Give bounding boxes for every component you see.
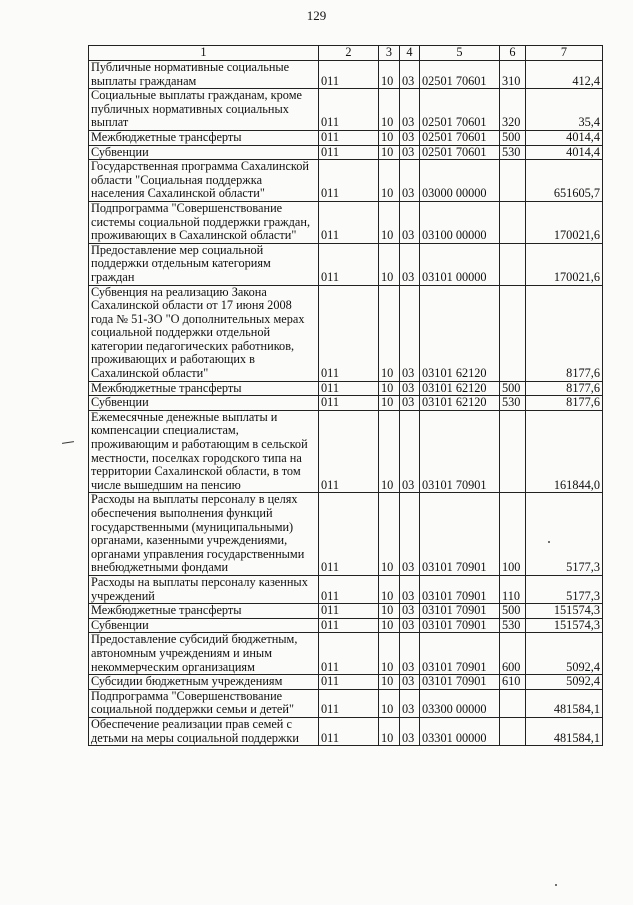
row-expense-type-cell: 530 — [500, 396, 526, 411]
row-subsection-cell: 03 — [400, 604, 420, 619]
header-cell-6: 6 — [500, 46, 526, 61]
row-section-cell: 10 — [379, 575, 400, 603]
row-subsection-cell: 03 — [400, 633, 420, 675]
row-target-article-cell: 02501 70601 — [420, 89, 500, 131]
row-amount-cell: 151574,3 — [526, 604, 603, 619]
row-amount-cell: 4014,4 — [526, 130, 603, 145]
row-amount-cell: 8177,6 — [526, 285, 603, 381]
row-section-cell: 10 — [379, 243, 400, 285]
row-admin-code-cell: 011 — [319, 130, 379, 145]
row-name-cell: Ежемесячные денежные выплаты и компенсации специалистам, проживающим и работающим в сельской местности, поселках городского типа на территории Сахалинской области, в том числе вышедшим на пенсию — [89, 410, 319, 493]
row-expense-type-cell: 100 — [500, 493, 526, 576]
row-name-cell: Предоставление мер социальной поддержки отдельным категориям граждан — [89, 243, 319, 285]
row-subsection-cell: 03 — [400, 381, 420, 396]
row-amount-cell: 5177,3 — [526, 493, 603, 576]
row-section-cell: 10 — [379, 160, 400, 202]
row-section-cell: 10 — [379, 285, 400, 381]
table-row — [89, 145, 603, 160]
row-admin-code-cell: 011 — [319, 493, 379, 576]
budget-table — [88, 45, 603, 746]
table-row — [89, 618, 603, 633]
row-admin-code-cell: 011 — [319, 717, 379, 745]
margin-pen-mark — [62, 441, 74, 444]
row-name-cell: Субвенции — [89, 618, 319, 633]
table-row — [89, 201, 603, 243]
row-subsection-cell: 03 — [400, 575, 420, 603]
row-admin-code-cell: 011 — [319, 689, 379, 717]
row-subsection-cell: 03 — [400, 675, 420, 690]
row-expense-type-cell — [500, 410, 526, 493]
row-amount-cell: 8177,6 — [526, 381, 603, 396]
row-target-article-cell: 03101 62120 — [420, 396, 500, 411]
row-subsection-cell: 03 — [400, 717, 420, 745]
row-target-article-cell: 03300 00000 — [420, 689, 500, 717]
row-section-cell: 10 — [379, 381, 400, 396]
table-row — [89, 130, 603, 145]
row-name-cell: Предоставление субсидий бюджетным, автономным учреждениям и иным некоммерческим организациям — [89, 633, 319, 675]
row-section-cell: 10 — [379, 493, 400, 576]
row-target-article-cell: 03100 00000 — [420, 201, 500, 243]
row-admin-code-cell: 011 — [319, 61, 379, 89]
row-name-cell: Подпрограмма "Совершенствование системы социальной поддержки граждан, проживающих в Сахалинской области" — [89, 201, 319, 243]
row-name-cell: Субсидии бюджетным учреждениям — [89, 675, 319, 690]
row-section-cell: 10 — [379, 89, 400, 131]
row-amount-cell: 651605,7 — [526, 160, 603, 202]
row-section-cell: 10 — [379, 633, 400, 675]
row-admin-code-cell: 011 — [319, 201, 379, 243]
row-amount-cell: 481584,1 — [526, 689, 603, 717]
row-subsection-cell: 03 — [400, 145, 420, 160]
row-name-cell: Публичные нормативные социальные выплаты гражданам — [89, 61, 319, 89]
header-cell-1: 1 — [89, 46, 319, 61]
table-row — [89, 61, 603, 89]
table-row — [89, 675, 603, 690]
row-admin-code-cell: 011 — [319, 604, 379, 619]
row-admin-code-cell: 011 — [319, 89, 379, 131]
row-section-cell: 10 — [379, 130, 400, 145]
row-target-article-cell: 02501 70601 — [420, 61, 500, 89]
header-cell-3: 3 — [379, 46, 400, 61]
row-subsection-cell: 03 — [400, 689, 420, 717]
row-admin-code-cell: 011 — [319, 285, 379, 381]
row-expense-type-cell: 530 — [500, 618, 526, 633]
row-target-article-cell: 03101 00000 — [420, 243, 500, 285]
row-admin-code-cell: 011 — [319, 243, 379, 285]
row-name-cell: Подпрограмма "Совершенствование социальной поддержки семьи и детей" — [89, 689, 319, 717]
row-amount-cell: 4014,4 — [526, 145, 603, 160]
row-admin-code-cell: 011 — [319, 145, 379, 160]
row-expense-type-cell: 500 — [500, 604, 526, 619]
scan-speck — [548, 541, 550, 543]
row-subsection-cell: 03 — [400, 243, 420, 285]
row-expense-type-cell — [500, 243, 526, 285]
row-amount-cell: 412,4 — [526, 61, 603, 89]
table-row — [89, 575, 603, 603]
row-section-cell: 10 — [379, 201, 400, 243]
row-amount-cell: 170021,6 — [526, 201, 603, 243]
page-number: 129 — [306, 8, 327, 23]
table-row — [89, 381, 603, 396]
row-amount-cell: 5092,4 — [526, 675, 603, 690]
table-row — [89, 243, 603, 285]
row-target-article-cell: 03101 62120 — [420, 381, 500, 396]
row-admin-code-cell: 011 — [319, 675, 379, 690]
row-target-article-cell: 02501 70601 — [420, 130, 500, 145]
row-amount-cell: 161844,0 — [526, 410, 603, 493]
row-expense-type-cell: 320 — [500, 89, 526, 131]
row-expense-type-cell: 110 — [500, 575, 526, 603]
row-subsection-cell: 03 — [400, 160, 420, 202]
row-target-article-cell: 03101 70901 — [420, 410, 500, 493]
row-subsection-cell: 03 — [400, 410, 420, 493]
row-name-cell: Межбюджетные трансферты — [89, 604, 319, 619]
row-subsection-cell: 03 — [400, 285, 420, 381]
row-name-cell: Межбюджетные трансферты — [89, 381, 319, 396]
row-target-article-cell: 03101 70901 — [420, 575, 500, 603]
row-expense-type-cell — [500, 285, 526, 381]
row-section-cell: 10 — [379, 689, 400, 717]
row-target-article-cell: 03101 70901 — [420, 493, 500, 576]
table-row — [89, 89, 603, 131]
row-amount-cell: 170021,6 — [526, 243, 603, 285]
row-expense-type-cell — [500, 201, 526, 243]
row-subsection-cell: 03 — [400, 201, 420, 243]
row-target-article-cell: 02501 70601 — [420, 145, 500, 160]
row-name-cell: Субвенции — [89, 145, 319, 160]
row-target-article-cell: 03101 70901 — [420, 633, 500, 675]
row-section-cell: 10 — [379, 145, 400, 160]
row-expense-type-cell: 600 — [500, 633, 526, 675]
row-name-cell: Субвенции — [89, 396, 319, 411]
row-name-cell: Расходы на выплаты персоналу казенных учреждений — [89, 575, 319, 603]
row-target-article-cell: 03101 70901 — [420, 618, 500, 633]
row-amount-cell: 35,4 — [526, 89, 603, 131]
row-admin-code-cell: 011 — [319, 618, 379, 633]
row-section-cell: 10 — [379, 61, 400, 89]
header-cell-2: 2 — [319, 46, 379, 61]
row-subsection-cell: 03 — [400, 618, 420, 633]
row-expense-type-cell: 310 — [500, 61, 526, 89]
row-target-article-cell: 03301 00000 — [420, 717, 500, 745]
row-target-article-cell: 03101 70901 — [420, 675, 500, 690]
row-amount-cell: 151574,3 — [526, 618, 603, 633]
row-section-cell: 10 — [379, 396, 400, 411]
row-expense-type-cell — [500, 717, 526, 745]
table-row — [89, 604, 603, 619]
header-cell-5: 5 — [420, 46, 500, 61]
row-section-cell: 10 — [379, 618, 400, 633]
row-name-cell: Межбюджетные трансферты — [89, 130, 319, 145]
row-section-cell: 10 — [379, 717, 400, 745]
row-subsection-cell: 03 — [400, 493, 420, 576]
row-admin-code-cell: 011 — [319, 633, 379, 675]
row-amount-cell: 8177,6 — [526, 396, 603, 411]
row-target-article-cell: 03000 00000 — [420, 160, 500, 202]
row-amount-cell: 481584,1 — [526, 717, 603, 745]
row-amount-cell: 5177,3 — [526, 575, 603, 603]
table-header-row — [89, 46, 603, 61]
row-section-cell: 10 — [379, 675, 400, 690]
row-name-cell: Субвенция на реализацию Закона Сахалинской области от 17 июня 2008 года № 51-ЗО "О дополнительных мерах социальной поддержки отдельной категории педагогических работников, проживающих и работающих в Сахалинской области" — [89, 285, 319, 381]
table-row — [89, 410, 603, 493]
row-section-cell: 10 — [379, 410, 400, 493]
row-expense-type-cell: 610 — [500, 675, 526, 690]
table-row — [89, 285, 603, 381]
row-section-cell: 10 — [379, 604, 400, 619]
header-cell-4: 4 — [400, 46, 420, 61]
row-subsection-cell: 03 — [400, 396, 420, 411]
row-admin-code-cell: 011 — [319, 410, 379, 493]
row-expense-type-cell: 530 — [500, 145, 526, 160]
table-row — [89, 396, 603, 411]
row-admin-code-cell: 011 — [319, 381, 379, 396]
header-cell-7: 7 — [526, 46, 603, 61]
row-target-article-cell: 03101 70901 — [420, 604, 500, 619]
row-name-cell: Государственная программа Сахалинской области "Социальная поддержка населения Сахалинской области" — [89, 160, 319, 202]
row-name-cell: Социальные выплаты гражданам, кроме публичных нормативных социальных выплат — [89, 89, 319, 131]
scan-speck — [555, 884, 557, 886]
table-row — [89, 717, 603, 745]
row-name-cell: Расходы на выплаты персоналу в целях обеспечения выполнения функций государственными (муниципальными) органами, казенными учреждениями, органами управления государственными внебюджетными фондами — [89, 493, 319, 576]
row-expense-type-cell: 500 — [500, 130, 526, 145]
row-expense-type-cell — [500, 689, 526, 717]
row-admin-code-cell: 011 — [319, 575, 379, 603]
row-admin-code-cell: 011 — [319, 160, 379, 202]
row-subsection-cell: 03 — [400, 130, 420, 145]
row-expense-type-cell: 500 — [500, 381, 526, 396]
table-row — [89, 160, 603, 202]
table-row — [89, 633, 603, 675]
row-subsection-cell: 03 — [400, 89, 420, 131]
table-body — [89, 61, 603, 746]
row-name-cell: Обеспечение реализации прав семей с детьми на меры социальной поддержки — [89, 717, 319, 745]
row-admin-code-cell: 011 — [319, 396, 379, 411]
row-amount-cell: 5092,4 — [526, 633, 603, 675]
table-row — [89, 493, 603, 576]
row-expense-type-cell — [500, 160, 526, 202]
row-target-article-cell: 03101 62120 — [420, 285, 500, 381]
table-row — [89, 689, 603, 717]
row-subsection-cell: 03 — [400, 61, 420, 89]
